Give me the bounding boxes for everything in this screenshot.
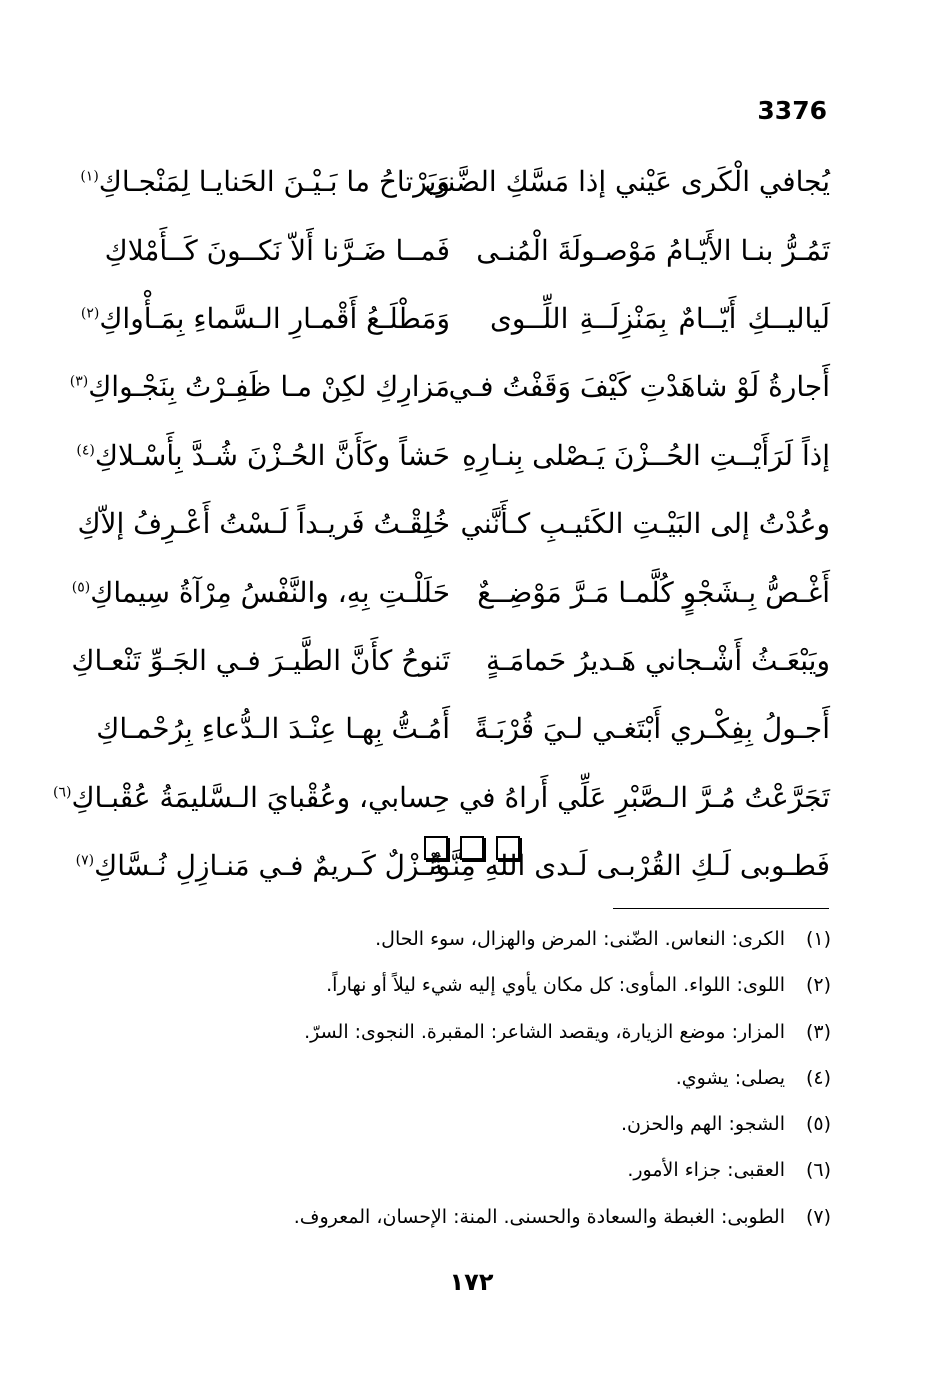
- verse-line: [53, 764, 830, 832]
- verse-second-hemistich: حَلَلْـتِ بِهِ، والنَّفْسُ مِرْآةُ سِيماكِ: [90, 575, 450, 609]
- verse-second-hemistich-wrap: [80, 301, 450, 335]
- footnote-reference[interactable]: (١): [80, 168, 99, 185]
- footnote-reference[interactable]: (٢): [80, 305, 100, 322]
- page-number: 3376: [757, 96, 827, 125]
- verse-first-hemistich: وعُدْتُ إلى البَيْـتِ الكَئيـبِ كـأَنَّني: [460, 507, 830, 541]
- poem: [53, 148, 830, 900]
- verse-first-hemistich: أَغْـصُّ بِـشَجْوٍ كُلَّمـا مَـرَّ مَوْضِــعٌ: [477, 575, 830, 609]
- verse-line: [80, 285, 830, 353]
- footnote-reference[interactable]: (٧): [75, 852, 95, 869]
- verse-second-hemistich: حِسابي، وعُقْبايَ الـسَّليمَةُ عُقْبـاكِ: [71, 780, 450, 814]
- verse-second-hemistich: وَمَطْلَـعُ أَقْمـارِ الـسَّماءِ بِمَـأْواكِ: [99, 301, 450, 335]
- footnote-item: [131, 928, 831, 974]
- footnote-reference[interactable]: (٥): [71, 579, 91, 596]
- footnote-text: يصلى: يشوي.: [675, 1066, 785, 1089]
- footnote-item: [131, 1067, 831, 1113]
- footnote-number: (٢): [805, 974, 831, 997]
- footnote-text: الطوبى: الغبطة والسعادة والحسنى. المنة: الإحسان، المعروف.: [293, 1205, 785, 1228]
- separator-box: [460, 836, 484, 860]
- verse-first-hemistich: لَياليــكِ أَيّــامٌ بِمَنْزِلَــةِ اللِّــوى: [490, 301, 830, 335]
- verse-line: [77, 490, 830, 558]
- footnote-text: الشجو: الهم والحزن.: [620, 1113, 785, 1136]
- separator-box: [496, 836, 520, 860]
- verse-second-hemistich-wrap: [76, 438, 450, 472]
- footnote-text: العقبى: جزاء الأمور.: [627, 1159, 785, 1182]
- footnote-item: [131, 974, 831, 1020]
- footnote-text: الكرى: النعاس. الضّنى: المرض والهزال، سوء الحال.: [375, 928, 785, 950]
- footnote-number: (٣): [805, 1020, 831, 1043]
- footnote-reference[interactable]: (٦): [53, 784, 72, 801]
- verse-first-hemistich: أَجـولُ بِفِكْـري أَبْتَغـي لـيَ قُرْبَـةً: [474, 712, 830, 746]
- footnote-number: (٤): [805, 1066, 831, 1089]
- verse-second-hemistich-wrap: [104, 233, 450, 267]
- verse-second-hemistich: حَشاً وكَأَنَّ الحُـزْنَ شُـدَّ بِأَسْـلاكِ: [94, 438, 450, 472]
- verse-first-hemistich: إذاً لَرَأَيْــتِ الحُــزْنَ يَـصْلى بِنـارِهِ: [462, 438, 830, 472]
- footnote-number: (٧): [805, 1205, 831, 1228]
- verse-second-hemistich: أَمُـتُّ بِهـا عِنْـدَ الـدُّعاءِ بِرُحْمـاكِ: [96, 712, 450, 746]
- footnote-item: [131, 1021, 831, 1067]
- verse-first-hemistich: تَجَرَّعْتُ مُـرَّ الـصَّبْرِ عَلِّي أَراهُ في: [458, 780, 830, 814]
- verse-second-hemistich: تَنوحُ كأَنَّ الطَّيـرَ فـي الجَـوِّ تَنْعـاكِ: [71, 643, 450, 677]
- footnote-item: [131, 1206, 831, 1252]
- bottom-page-number: ١٧٢: [449, 1268, 494, 1296]
- verse-second-hemistich-wrap: [69, 370, 450, 404]
- verse-second-hemistich: وَيَرْتاحُ ما بَـيْـنَ الحَنايـا لِمَنْجـاكِ: [98, 165, 450, 199]
- verse-first-hemistich: أَجارةُ لَوْ شاهَدْتِ كَيْفَ وَقَفْتُ فـي: [448, 370, 830, 404]
- footnote-item: [131, 1113, 831, 1159]
- verse-line: [104, 216, 830, 284]
- footnote-reference[interactable]: (٣): [69, 374, 89, 391]
- verse-second-hemistich: ونُـزْلٌ كَـريمٌ فـي مَنـازِلِ نُـسَّاكِ: [94, 849, 450, 883]
- verse-second-hemistich-wrap: [53, 780, 450, 814]
- verse-line: [69, 353, 830, 421]
- footnote-number: (١): [805, 928, 831, 950]
- verse-second-hemistich-wrap: [71, 575, 450, 609]
- separator-box: [424, 836, 448, 860]
- footnotes: [131, 928, 831, 1252]
- verse-line: [71, 558, 830, 626]
- verse-line: [76, 422, 830, 490]
- footnote-text: المزار: موضع الزيارة، ويقصد الشاعر: المقبرة. النجوى: السرّ.: [304, 1020, 785, 1043]
- verse-second-hemistich-wrap: [77, 507, 450, 541]
- verse-first-hemistich: ويَبْعَـثُ أَشْـجاني هَـديرُ حَمامَـةٍ: [486, 643, 830, 677]
- verse-line: [71, 627, 830, 695]
- verse-second-hemistich: خُلِقْـتُ فَريـداً لَـسْتُ أَعْـرِفُ إلاّكِ: [77, 507, 450, 541]
- verse-second-hemistich-wrap: [80, 165, 450, 199]
- verse-line: [80, 148, 830, 216]
- footnote-item: [131, 1159, 831, 1205]
- verse-first-hemistich: تَمُـرُّ بنـا الأَيّـامُ مَوْصـولَةَ الْمُنـى: [476, 233, 830, 267]
- footnote-reference[interactable]: (٤): [76, 442, 95, 459]
- verse-second-hemistich: مَزارِكِ لكِنْ مـا ظَفِـرْتُ بِنَجْـواكِ: [88, 370, 450, 404]
- verse-second-hemistich: فَمــا ضَـرَّنا أَلاّ نَكــونَ كَــأَمْلاكِ: [104, 233, 450, 267]
- footnote-number: (٦): [805, 1159, 831, 1182]
- section-separator: [0, 836, 943, 860]
- footnote-text: اللوى: اللواء. المأوى: كل مكان يأوي إليه شيء ليلاً أو نهاراً.: [326, 974, 785, 997]
- footnote-rule: [613, 908, 829, 909]
- verse-second-hemistich-wrap: [96, 712, 450, 746]
- verse-line: [96, 695, 830, 763]
- verse-second-hemistich-wrap: [71, 643, 450, 677]
- verse-first-hemistich: فَطـوبى لَـكِ القُرْبـى لَـدى اللهِ مِنَّـةٌ: [429, 849, 830, 883]
- footnote-number: (٥): [805, 1113, 831, 1136]
- verse-first-hemistich: يُجافي الْكَرى عَيْني إذا مَسَّكِ الضَّنى: [424, 165, 830, 199]
